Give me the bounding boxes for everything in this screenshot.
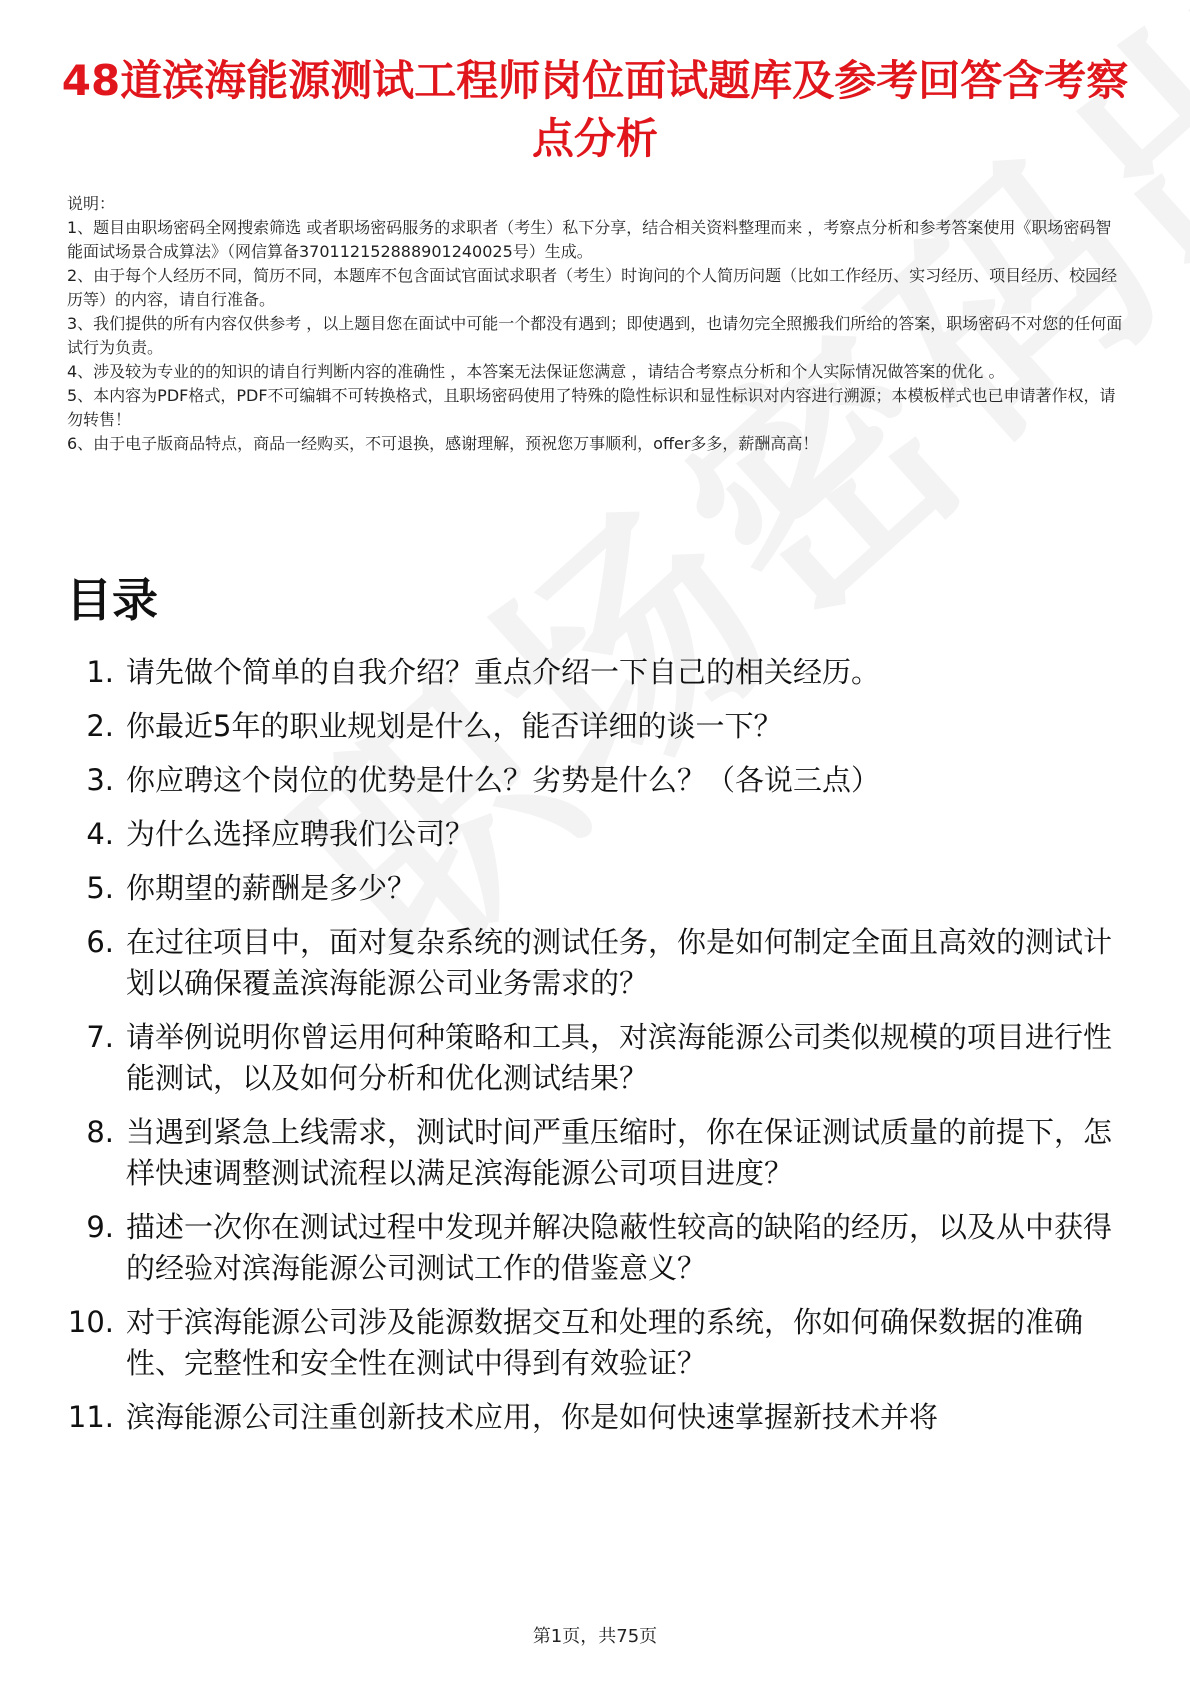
toc-item-text: 当遇到紧急上线需求，测试时间严重压缩时，你在保证测试质量的前提下，怎样快速调整测试流程以满足滨海能源公司项目进度？ <box>126 1115 1113 1190</box>
toc-item <box>40 760 1120 801</box>
note-item: 6、由于电子版商品特点，商品一经购买，不可退换，感谢理解，预祝您万事顺利，offer多多，薪酬高高！ <box>67 434 819 453</box>
page-number: 第1页，共75页 <box>532 1626 658 1647</box>
toc-item-text: 为什么选择应聘我们公司？ <box>126 817 475 851</box>
toc-item-number: 4. <box>86 817 114 851</box>
toc-list <box>40 652 1120 1451</box>
toc-item-text: 你最近5年的职业规划是什么，能否详细的谈一下？ <box>126 709 783 743</box>
toc-item-text: 请举例说明你曾运用何种策略和工具，对滨海能源公司类似规模的项目进行性能测试，以及如何分析和优化测试结果？ <box>126 1020 1113 1095</box>
toc-item-text: 你应聘这个岗位的优势是什么？劣势是什么？（各说三点） <box>126 763 881 797</box>
toc-item <box>40 1112 1120 1194</box>
toc-item <box>40 706 1120 747</box>
toc-item-text: 在过往项目中，面对复杂系统的测试任务，你是如何制定全面且高效的测试计划以确保覆盖滨海能源公司业务需求的？ <box>126 925 1113 1000</box>
toc-item-number: 2. <box>86 709 114 743</box>
toc-item-number: 9. <box>86 1210 114 1244</box>
toc-item-number: 11. <box>67 1400 114 1434</box>
toc-item-text: 滨海能源公司注重创新技术应用，你是如何快速掌握新技术并将 <box>126 1400 939 1434</box>
toc-item-number: 1. <box>86 655 114 689</box>
toc-item <box>40 1397 1120 1438</box>
note-item: 3、我们提供的所有内容仅供参考 ，以上题目您在面试中可能一个都没有遇到；即使遇到，也请勿完全照搬我们所给的答案，职场密码不对您的任何面试行为负责。 <box>67 314 1123 357</box>
notes-section <box>67 192 1127 456</box>
toc-item <box>40 868 1120 909</box>
toc-item <box>40 1017 1120 1099</box>
toc-item-number: 6. <box>86 925 114 959</box>
toc-item <box>40 814 1120 855</box>
toc-item-number: 3. <box>86 763 114 797</box>
toc-item-number: 7. <box>86 1020 114 1054</box>
toc-item-text: 你期望的薪酬是多少？ <box>126 871 417 905</box>
toc-item-number: 5. <box>86 871 114 905</box>
notes-heading: 说明： <box>67 194 116 213</box>
note-item: 2、由于每个人经历不同，简历不同，本题库不包含面试官面试求职者（考生）时询问的个人简历问题（比如工作经历、实习经历、项目经历、校园经历等）的内容，请自行准备。 <box>67 266 1118 309</box>
toc-item-text: 描述一次你在测试过程中发现并解决隐蔽性较高的缺陷的经历，以及从中获得的经验对滨海能源公司测试工作的借鉴意义？ <box>126 1210 1113 1285</box>
toc-item-number: 10. <box>67 1305 114 1339</box>
toc-item <box>40 1302 1120 1384</box>
toc-item-text: 请先做个简单的自我介绍？重点介绍一下自己的相关经历。 <box>126 655 881 689</box>
note-item: 4、涉及较为专业的的知识的请自行判断内容的准确性 ，本答案无法保证您满意 ，请结合考察点分析和个人实际情况做答案的优化 。 <box>67 362 1005 381</box>
toc-item <box>40 652 1120 693</box>
note-item: 1、题目由职场密码全网搜索筛选 或者职场密码服务的求职者（考生）私下分享，结合相关资料整理而来 ，考察点分析和参考答案使用《职场密码智能面试场景合成算法》（网信算备370112152888901240025号）生成。 <box>67 218 1112 261</box>
toc-heading: 目录 <box>66 573 158 627</box>
toc-item-number: 8. <box>86 1115 114 1149</box>
note-item: 5、本内容为PDF格式，PDF不可编辑不可转换格式，且职场密码使用了特殊的隐性标识和显性标识对内容进行溯源；本模板样式也已申请著作权，请勿转售！ <box>67 386 1116 429</box>
toc-item <box>40 1207 1120 1289</box>
toc-item <box>40 922 1120 1004</box>
toc-item-text: 对于滨海能源公司涉及能源数据交互和处理的系统，你如何确保数据的准确性、完整性和安全性在测试中得到有效验证？ <box>126 1305 1084 1380</box>
document-title: 48道滨海能源测试工程师岗位面试题库及参考回答含考察点分析 <box>61 56 1129 163</box>
